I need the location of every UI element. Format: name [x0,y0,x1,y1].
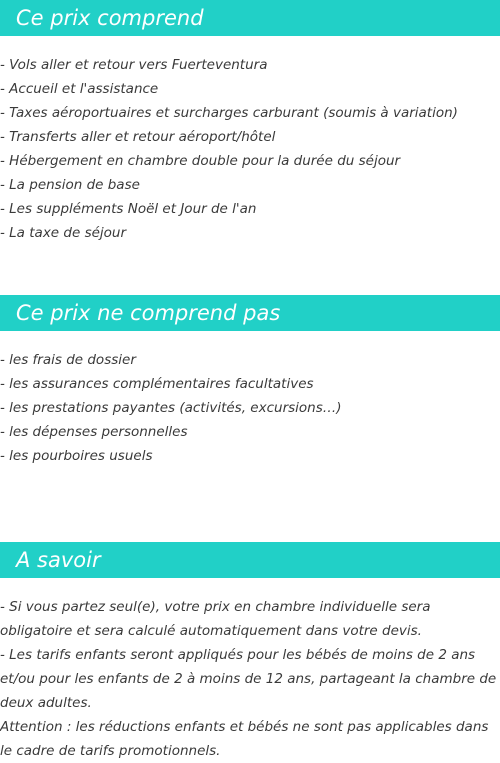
list-item: - les assurances complémentaires facultatives [0,376,314,392]
list-item: - Transferts aller et retour aéroport/hôtel [0,129,276,145]
list-item: - La taxe de séjour [0,225,127,241]
list-item: - Les suppléments Noël et Jour de l'an [0,201,257,217]
list-item: - La pension de base [0,177,140,193]
list-item: - Accueil et l'assistance [0,81,159,97]
info-paragraph: Attention : les réductions enfants et bébés ne sont pas applicables dans le cadre de tarifs promotionnels. [0,719,489,759]
good-to-know-text [0,595,500,763]
included-list [0,53,500,245]
list-item: - Vols aller et retour vers Fuerteventura [0,57,268,73]
not-included-list [0,348,500,468]
list-item: - les pourboires usuels [0,448,153,464]
list-item: - les frais de dossier [0,352,136,368]
section-header-included: Ce prix comprend [0,0,500,36]
list-item: - les dépenses personnelles [0,424,188,440]
list-item: - Taxes aéroportuaires et surcharges carburant (soumis à variation) [0,105,458,121]
info-paragraph: - Les tarifs enfants seront appliqués pour les bébés de moins de 2 ans et/ou pour les enfants de 2 à moins de 12 ans, partageant la chambre de deux adultes. [0,647,497,711]
section-header-not-included: Ce prix ne comprend pas [0,295,500,331]
section-header-good-to-know: A savoir [0,542,500,578]
list-item: - les prestations payantes (activités, excursions…) [0,400,342,416]
info-paragraph: - Si vous partez seul(e), votre prix en chambre individuelle sera obligatoire et sera calculé automatiquement dans votre devis. [0,599,431,639]
list-item: - Hébergement en chambre double pour la durée du séjour [0,153,401,169]
